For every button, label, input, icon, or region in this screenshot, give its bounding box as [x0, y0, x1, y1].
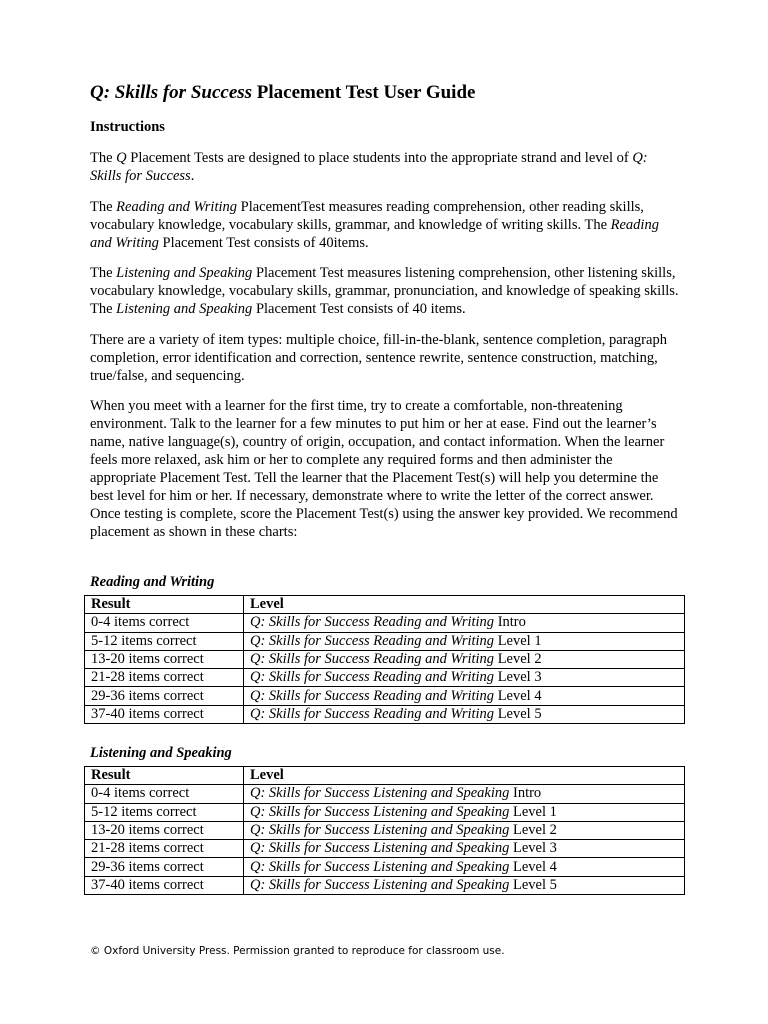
table-row	[85, 705, 685, 723]
table-row	[85, 876, 685, 894]
course-name: Q: Skills for Success Reading and Writing	[250, 614, 495, 631]
level-name: Intro	[509, 785, 542, 802]
table-row	[85, 632, 685, 650]
table-row	[85, 687, 685, 705]
table-header-row	[85, 596, 685, 614]
text: PlacementTest measures reading comprehension, other reading skills, vocabulary knowledge, vocabulary skills, grammar, and knowledge of writing skills. The	[90, 199, 644, 233]
text: Placement Tests are designed to place students into the appropriate strand and level of	[126, 150, 633, 166]
copyright-footer: © Oxford University Press. Permission granted to reproduce for classroom use.	[90, 945, 505, 957]
level-name: Level 2	[494, 651, 542, 668]
result-cell: 29-36 items correct	[85, 687, 244, 705]
level-cell	[244, 876, 685, 894]
text-italic: Listening and Speaking	[116, 301, 253, 317]
level-cell	[244, 632, 685, 650]
level-name: Level 3	[509, 840, 557, 857]
result-cell: 21-28 items correct	[85, 840, 244, 858]
column-header-level: Level	[244, 767, 685, 785]
level-cell	[244, 650, 685, 668]
course-name: Q: Skills for Success Listening and Speaking	[250, 785, 510, 802]
course-name: Q: Skills for Success Reading and Writing	[250, 669, 495, 686]
result-cell: 13-20 items correct	[85, 821, 244, 839]
table-caption-listening-speaking: Listening and Speaking	[90, 745, 232, 761]
result-cell: 5-12 items correct	[85, 632, 244, 650]
paragraph-procedure	[90, 397, 680, 541]
paragraph-item-types	[90, 331, 680, 385]
level-name: Level 5	[494, 705, 542, 722]
level-cell	[244, 840, 685, 858]
text-italic: Q	[116, 150, 127, 166]
level-name: Level 4	[509, 858, 557, 875]
table-row	[85, 840, 685, 858]
text: Placement Test consists of 40items.	[158, 235, 369, 251]
instructions-heading: Instructions	[90, 119, 165, 135]
result-cell: 21-28 items correct	[85, 669, 244, 687]
course-name: Q: Skills for Success Listening and Speaking	[250, 840, 510, 857]
table-row	[85, 858, 685, 876]
text: When you meet with a learner for the first time, try to create a comfortable, non-threatening environment. Talk to the learner for a few minutes to put him or her at ease. Find out the learner’s name, native language(s), country of origin, occupation, and contact information. When the learner feels more relaxed, ask him or her to complete any required forms and then administer the appropriate Placement Test. Tell the learner that the Placement Test(s) will help you determine the best level for him or her. If necessary, demonstrate where to write the letter of the correct answer. Once testing is complete, score the Placement Test(s) using the answer key provided. We recommend placement as shown in these charts:	[90, 398, 678, 540]
level-cell	[244, 614, 685, 632]
placement-table-reading-writing	[84, 595, 685, 724]
text: .	[190, 168, 195, 184]
table-row	[85, 669, 685, 687]
course-name: Q: Skills for Success Reading and Writing	[250, 705, 495, 722]
column-header-result: Result	[85, 596, 244, 614]
paragraph-reading-writing	[90, 198, 680, 252]
course-name: Q: Skills for Success Listening and Speaking	[250, 876, 510, 893]
title-italic: Q: Skills for Success	[90, 82, 253, 103]
level-name: Level 5	[509, 876, 557, 893]
result-cell: 0-4 items correct	[85, 785, 244, 803]
level-name: Intro	[494, 614, 526, 631]
level-name: Level 3	[494, 669, 542, 686]
result-cell: 37-40 items correct	[85, 705, 244, 723]
table-row	[85, 614, 685, 632]
result-cell: 0-4 items correct	[85, 614, 244, 632]
level-name: Level 4	[494, 687, 542, 704]
result-cell: 13-20 items correct	[85, 650, 244, 668]
level-cell	[244, 803, 685, 821]
level-cell	[244, 669, 685, 687]
result-cell: 37-40 items correct	[85, 876, 244, 894]
result-cell: 5-12 items correct	[85, 803, 244, 821]
text: The	[90, 150, 117, 166]
column-header-level: Level	[244, 596, 685, 614]
level-name: Level 1	[494, 632, 542, 649]
text: The	[90, 199, 117, 215]
course-name: Q: Skills for Success Reading and Writing	[250, 632, 495, 649]
page-title	[90, 82, 475, 104]
level-name: Level 1	[509, 803, 557, 820]
text-italic: Q: Skills for Success	[90, 150, 648, 184]
level-cell	[244, 705, 685, 723]
table-row	[85, 785, 685, 803]
text-italic: Listening and Speaking	[116, 265, 253, 281]
course-name: Q: Skills for Success Reading and Writing	[250, 687, 495, 704]
paragraph-intro	[90, 149, 680, 185]
text-italic: Reading and Writing	[90, 217, 659, 251]
paragraph-listening-speaking	[90, 264, 680, 318]
result-cell: 29-36 items correct	[85, 858, 244, 876]
course-name: Q: Skills for Success Listening and Speaking	[250, 803, 510, 820]
course-name: Q: Skills for Success Listening and Speaking	[250, 822, 510, 839]
course-name: Q: Skills for Success Reading and Writing	[250, 651, 495, 668]
level-cell	[244, 858, 685, 876]
level-name: Level 2	[509, 822, 557, 839]
text: Placement Test consists of 40 items.	[252, 301, 466, 317]
table-row	[85, 821, 685, 839]
text: The	[90, 265, 117, 281]
placement-table-listening-speaking	[84, 766, 685, 895]
table-header-row	[85, 767, 685, 785]
text-italic: Reading and Writing	[116, 199, 238, 215]
table-row	[85, 650, 685, 668]
level-cell	[244, 821, 685, 839]
table-row	[85, 803, 685, 821]
title-rest: Placement Test User Guide	[252, 82, 476, 103]
course-name: Q: Skills for Success Listening and Speaking	[250, 858, 510, 875]
column-header-result: Result	[85, 767, 244, 785]
level-cell	[244, 785, 685, 803]
level-cell	[244, 687, 685, 705]
text: Placement Test measures listening comprehension, other listening skills, vocabulary knowledge, vocabulary skills, grammar, pronunciation, and knowledge of speaking skills. The	[90, 265, 679, 317]
text: There are a variety of item types: multiple choice, fill-in-the-blank, sentence completion, paragraph completion, error identification and correction, sentence rewrite, sentence construction, matching, true/false, and sequencing.	[90, 332, 667, 384]
table-caption-reading-writing: Reading and Writing	[90, 574, 215, 590]
